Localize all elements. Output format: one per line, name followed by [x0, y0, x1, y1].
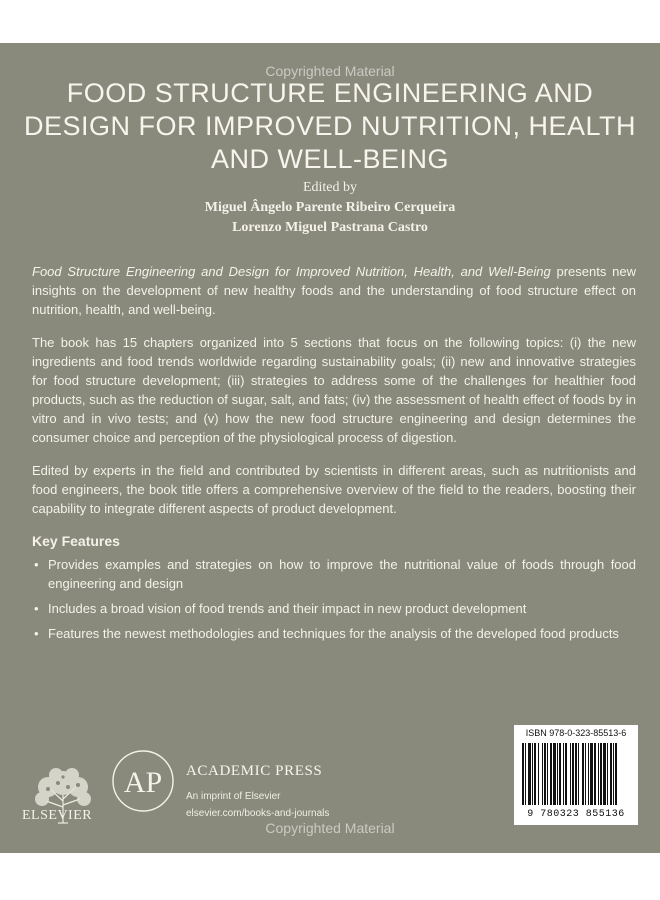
- key-feature-text: Features the newest methodologies and techniques for the analysis of the developed food products: [48, 626, 619, 641]
- edited-by-label: Edited by: [302, 180, 358, 195]
- title-line-3: AND WELL-BEING: [210, 144, 450, 174]
- key-feature-item: [32, 555, 636, 593]
- intro-paragraph: [32, 262, 636, 319]
- barcode-bar: [542, 743, 543, 805]
- barcode-bar: [585, 743, 586, 805]
- barcode-bar: [570, 743, 571, 805]
- barcode-bar: [590, 743, 593, 805]
- barcode-bar: [598, 743, 599, 805]
- description: [32, 262, 636, 649]
- barcode-bar: [578, 743, 579, 805]
- elsevier-wordmark: ELSEVIER: [22, 808, 93, 823]
- isbn-digits: 9 780323 855136: [527, 809, 625, 820]
- barcode-bar: [607, 743, 608, 805]
- key-features-list: [32, 555, 636, 643]
- key-feature-text: Includes a broad vision of food trends and their impact in new product development: [48, 601, 527, 616]
- academic-press-logo-icon: [110, 748, 176, 814]
- paragraph-chapters: The book has 15 chapters organized into 5 sections that focus on the following topics: (i) the new ingredients and food trends worldwide regarding sustainability goals; (ii) new and innovative strategies for food structure development; (iii) strategies to address some of the challenges for healthier food products, such as the reduction of sugar, salt, and fats; (iv) the assessment of health effect of foods by in vitro and in vivo tests; and (v) how the new food structure engineering and design determines the consumer choice and perception of the physiological process of digestion.: [32, 335, 636, 445]
- barcode-bar: [603, 743, 606, 805]
- editor-1: Miguel Ângelo Parente Ribeiro Cerqueira: [204, 200, 456, 215]
- barcode-bar: [547, 743, 548, 805]
- barcode-bar: [594, 743, 596, 805]
- academic-press-name: ACADEMIC PRESS: [186, 763, 323, 779]
- editor-2: Lorenzo Miguel Pastrana Castro: [232, 220, 428, 235]
- barcode-bar: [563, 743, 564, 805]
- key-features-heading: Key Features: [32, 533, 120, 549]
- bullet-icon: •: [34, 557, 39, 572]
- barcode-bar: [565, 743, 567, 805]
- barcode-bar: [528, 743, 531, 805]
- barcode-bar: [610, 743, 612, 805]
- watermark-bottom: Copyrighted Material: [265, 820, 395, 836]
- barcode-bar: [557, 743, 558, 805]
- barcode-bar: [588, 743, 589, 805]
- barcode-bar: [572, 743, 574, 805]
- barcode-bar: [615, 743, 617, 805]
- bullet-icon: •: [34, 601, 39, 616]
- barcode-bar: [522, 743, 524, 805]
- imprint-text: An imprint of Elsevier: [186, 791, 281, 802]
- watermark-top: Copyrighted Material: [265, 63, 395, 79]
- book-back-cover: [0, 43, 660, 853]
- paragraph-experts: Edited by experts in the field and contributed by scientists in different areas, such as nutritionists and food engineers, the book title offers a comprehensive overview of the field to the readers, boosting their capability to integrate different aspects of product development.: [32, 463, 636, 516]
- barcode-bar: [613, 743, 614, 805]
- publisher-url: elsevier.com/books-and-journals: [186, 808, 330, 819]
- intro-rest: presents new insights on the development of new healthy foods and the understanding of food structure effect on nutrition, health, and well-being.: [32, 264, 636, 317]
- barcode-bar: [600, 743, 602, 805]
- svg-text:AP: AP: [123, 766, 163, 799]
- barcode-bar: [575, 743, 577, 805]
- barcode-bar: [559, 743, 561, 805]
- book-title: [20, 77, 640, 176]
- isbn-barcode: [514, 725, 638, 825]
- barcode-bar: [538, 743, 539, 805]
- barcode-bar: [544, 743, 546, 805]
- intro-book-title: Food Structure Engineering and Design for Improved Nutrition, Health, and Well-Being: [32, 264, 551, 279]
- title-line-2: DESIGN FOR IMPROVED NUTRITION, HEALTH: [23, 111, 637, 141]
- key-feature-item: [32, 599, 636, 618]
- barcode-bar: [534, 743, 536, 805]
- barcode-bar: [532, 743, 533, 805]
- barcode-bars: [520, 743, 632, 807]
- bullet-icon: •: [34, 626, 39, 641]
- barcode-bar: [582, 743, 584, 805]
- barcode-bar: [525, 743, 526, 805]
- key-feature-item: [32, 624, 636, 643]
- key-feature-text: Provides examples and strategies on how to improve the nutritional value of foods through food engineering and design: [48, 557, 636, 591]
- editors-block: [0, 178, 660, 238]
- barcode-bar: [550, 743, 552, 805]
- isbn-label: ISBN 978-0-323-85513-6: [525, 728, 627, 738]
- title-line-1: FOOD STRUCTURE ENGINEERING AND: [66, 78, 594, 108]
- barcode-bar: [553, 743, 556, 805]
